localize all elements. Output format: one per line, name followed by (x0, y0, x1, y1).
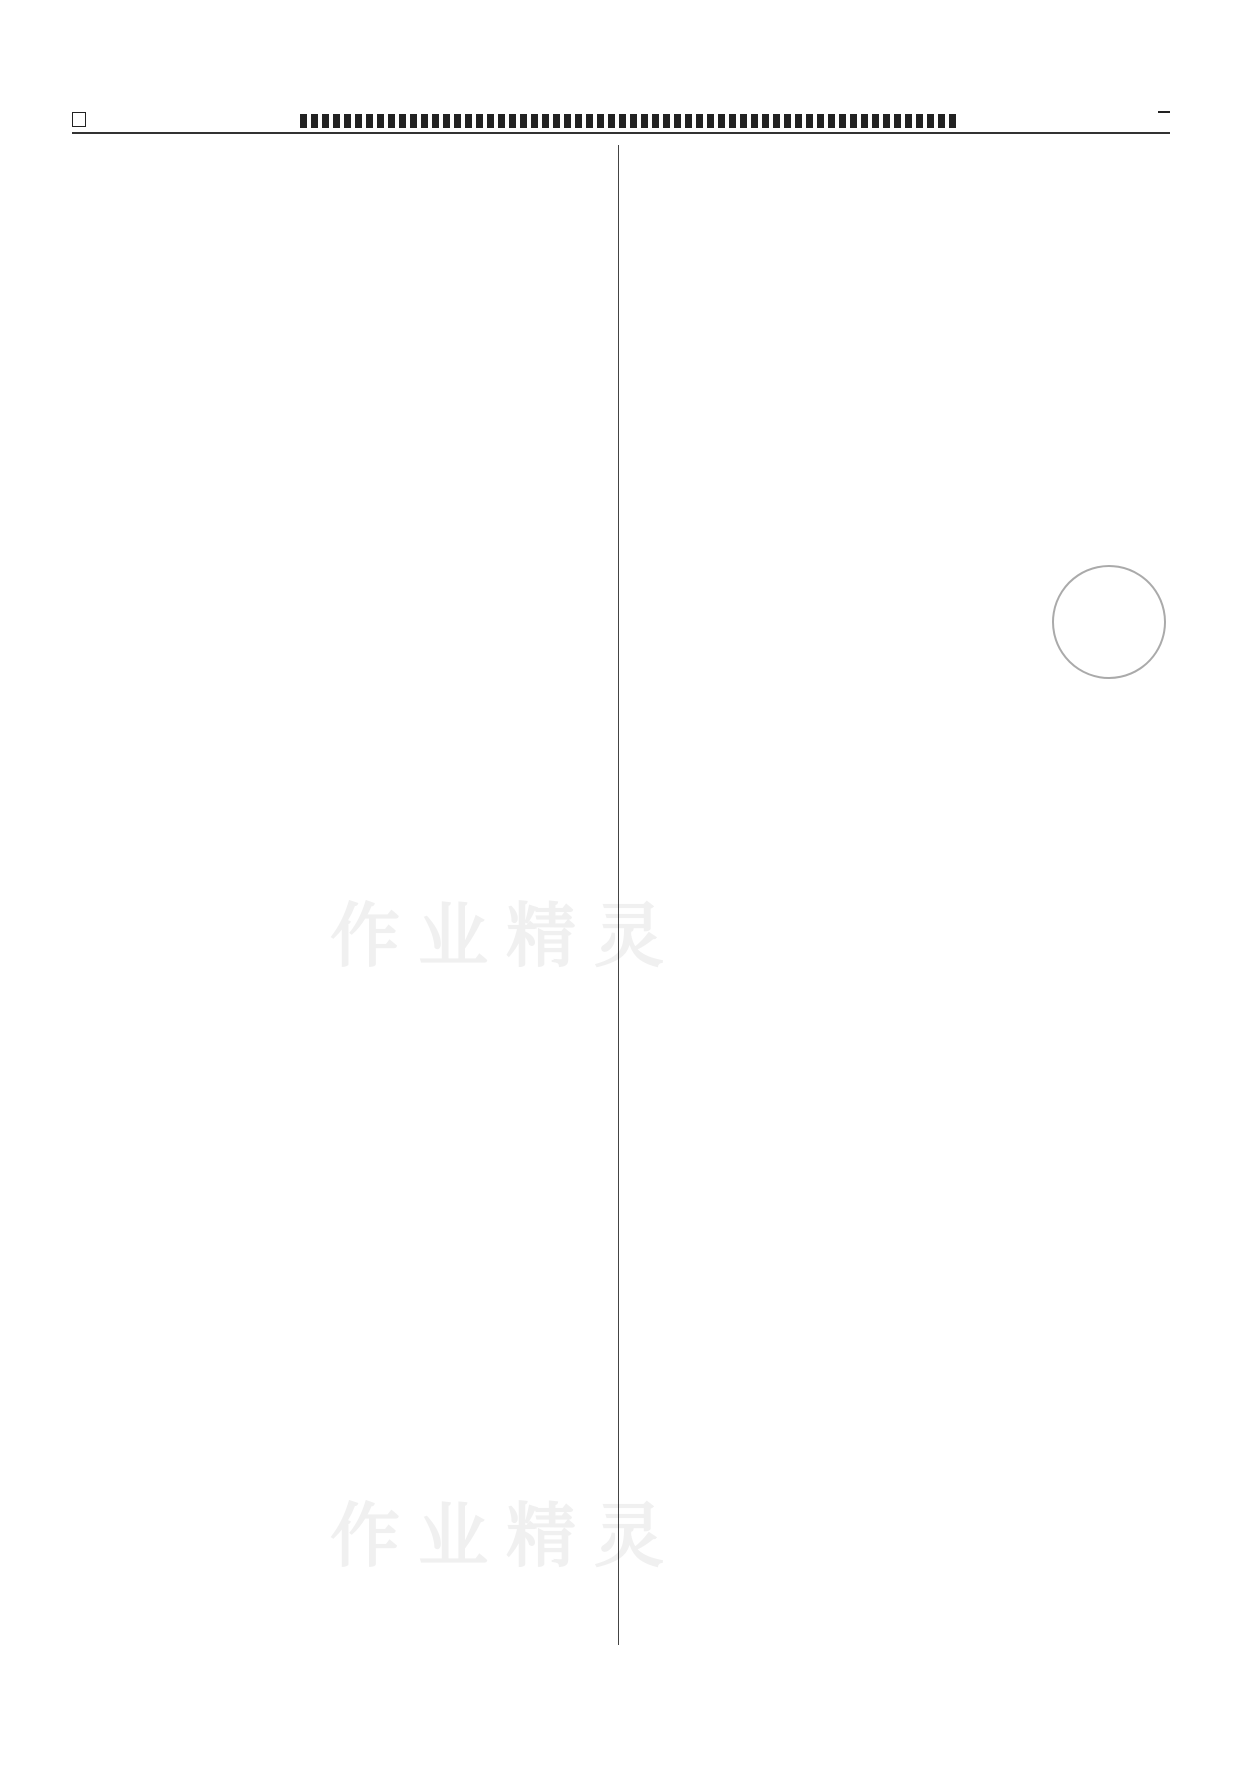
watermark: 作业精灵 (330, 1495, 682, 1577)
watermark: 作业精灵 (330, 895, 682, 977)
header-brand (1158, 111, 1170, 113)
header-rule (72, 132, 1170, 134)
header-pattern-bar (300, 114, 960, 128)
stamp-seal (1041, 554, 1176, 689)
site-logo-icon (72, 112, 86, 127)
header-site[interactable] (72, 112, 90, 129)
